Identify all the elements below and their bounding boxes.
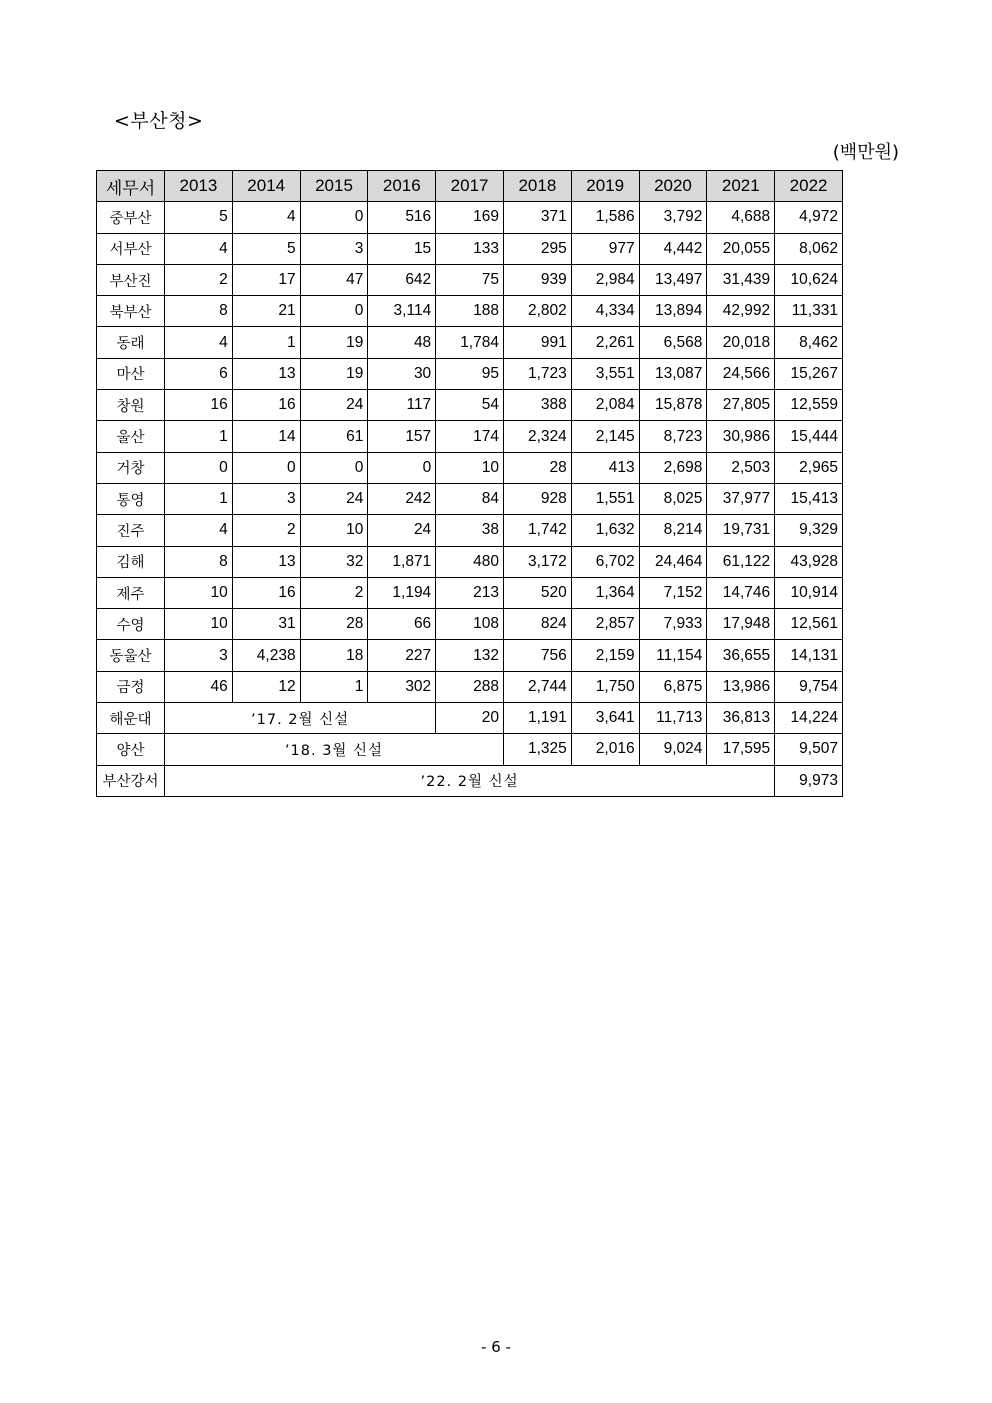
office-name: 동울산 (97, 640, 165, 671)
table-cell: 2,698 (639, 452, 707, 483)
office-name: 마산 (97, 358, 165, 389)
office-name: 제주 (97, 577, 165, 608)
table-row (97, 452, 843, 483)
table-cell: 4,238 (232, 640, 300, 671)
table-cell: 3 (232, 483, 300, 514)
table-row (97, 233, 843, 264)
table-cell: 14,224 (775, 703, 843, 734)
office-name: 서부산 (97, 233, 165, 264)
table-cell: 1,784 (436, 327, 504, 358)
table-cell: 13,986 (707, 671, 775, 702)
office-name: 중부산 (97, 202, 165, 233)
table-cell: 30,986 (707, 421, 775, 452)
table-cell: 1 (165, 421, 233, 452)
table-cell: 7,152 (639, 577, 707, 608)
table-cell: 43,928 (775, 546, 843, 577)
table-cell: 2,324 (503, 421, 571, 452)
table-cell: 14,131 (775, 640, 843, 671)
table-cell: 295 (503, 233, 571, 264)
table-cell: 12,559 (775, 390, 843, 421)
section-title: <부산청> (114, 110, 204, 132)
table-cell: 1,325 (503, 734, 571, 765)
table-cell: 17 (232, 264, 300, 295)
office-name: 양산 (97, 734, 165, 765)
table-cell: 37,977 (707, 483, 775, 514)
table-cell: 14,746 (707, 577, 775, 608)
column-header: 2015 (300, 171, 368, 202)
table-cell: 15 (368, 233, 436, 264)
table-cell: 2,145 (571, 421, 639, 452)
table-cell: 95 (436, 358, 504, 389)
column-header: 2013 (165, 171, 233, 202)
table-cell: 36,813 (707, 703, 775, 734)
table-cell: 1 (165, 483, 233, 514)
table-cell: 5 (232, 233, 300, 264)
table-cell: 9,024 (639, 734, 707, 765)
table-cell: 15,267 (775, 358, 843, 389)
table-row (97, 390, 843, 421)
table-cell: 4,334 (571, 296, 639, 327)
column-header: 2020 (639, 171, 707, 202)
table-cell: 0 (368, 452, 436, 483)
table-cell: 66 (368, 609, 436, 640)
table-cell: 12 (232, 671, 300, 702)
table-cell: 6,568 (639, 327, 707, 358)
table-cell: 10 (165, 609, 233, 640)
table-cell: 15,878 (639, 390, 707, 421)
table-row (97, 671, 843, 702)
table-cell: 13,894 (639, 296, 707, 327)
table-cell: 174 (436, 421, 504, 452)
established-note: ’17. 2월 신설 (165, 703, 436, 734)
table-row (97, 421, 843, 452)
table-cell: 0 (165, 452, 233, 483)
table-cell: 516 (368, 202, 436, 233)
table-cell: 8 (165, 546, 233, 577)
table-cell: 6,875 (639, 671, 707, 702)
table-cell: 2,503 (707, 452, 775, 483)
office-name: 진주 (97, 515, 165, 546)
table-cell: 31 (232, 609, 300, 640)
table-cell: 188 (436, 296, 504, 327)
table-cell: 824 (503, 609, 571, 640)
table-cell: 2,159 (571, 640, 639, 671)
table-cell: 7,933 (639, 609, 707, 640)
table-row (97, 640, 843, 671)
table-cell: 24 (368, 515, 436, 546)
table-cell: 13,497 (639, 264, 707, 295)
table-cell: 480 (436, 546, 504, 577)
table-cell: 9,973 (775, 765, 843, 796)
table-body (97, 202, 843, 797)
table-cell: 61,122 (707, 546, 775, 577)
table-cell: 169 (436, 202, 504, 233)
table-row (97, 483, 843, 514)
column-header: 2018 (503, 171, 571, 202)
table-cell: 32 (300, 546, 368, 577)
table-row-yangsan (97, 734, 843, 765)
table-cell: 2,965 (775, 452, 843, 483)
table-cell: 227 (368, 640, 436, 671)
table-cell: 16 (165, 390, 233, 421)
table-row-busangangseo (97, 765, 843, 796)
table-cell: 11,713 (639, 703, 707, 734)
office-name: 해운대 (97, 703, 165, 734)
table-cell: 4,688 (707, 202, 775, 233)
table-cell: 24,566 (707, 358, 775, 389)
table-cell: 14 (232, 421, 300, 452)
table-cell: 1,723 (503, 358, 571, 389)
table-cell: 18 (300, 640, 368, 671)
table-cell: 133 (436, 233, 504, 264)
table-cell: 42,992 (707, 296, 775, 327)
table-cell: 10 (165, 577, 233, 608)
table-cell: 36,655 (707, 640, 775, 671)
office-name: 통영 (97, 483, 165, 514)
table-cell: 38 (436, 515, 504, 546)
office-name: 부산강서 (97, 765, 165, 796)
table-cell: 31,439 (707, 264, 775, 295)
table-cell: 2,857 (571, 609, 639, 640)
table-cell: 413 (571, 452, 639, 483)
table-cell: 16 (232, 577, 300, 608)
table-header-row (97, 171, 843, 202)
table-cell: 13 (232, 546, 300, 577)
office-name: 창원 (97, 390, 165, 421)
office-name: 금정 (97, 671, 165, 702)
table-cell: 8,462 (775, 327, 843, 358)
table-cell: 16 (232, 390, 300, 421)
column-header: 2017 (436, 171, 504, 202)
table-row (97, 327, 843, 358)
table-cell: 8,214 (639, 515, 707, 546)
office-name: 부산진 (97, 264, 165, 295)
table-cell: 117 (368, 390, 436, 421)
table-cell: 302 (368, 671, 436, 702)
table-cell: 9,507 (775, 734, 843, 765)
table-cell: 1 (232, 327, 300, 358)
table-cell: 4 (165, 515, 233, 546)
table-cell: 0 (300, 452, 368, 483)
table-cell: 0 (300, 296, 368, 327)
table-cell: 5 (165, 202, 233, 233)
table-cell: 1,742 (503, 515, 571, 546)
table-cell: 2,084 (571, 390, 639, 421)
table-cell: 75 (436, 264, 504, 295)
table-cell: 2,984 (571, 264, 639, 295)
table-cell: 46 (165, 671, 233, 702)
table-cell: 10,624 (775, 264, 843, 295)
table-cell: 28 (503, 452, 571, 483)
table-cell: 10 (436, 452, 504, 483)
table-cell: 2 (232, 515, 300, 546)
table-cell: 939 (503, 264, 571, 295)
table-cell: 13,087 (639, 358, 707, 389)
table-cell: 9,754 (775, 671, 843, 702)
table-cell: 3,641 (571, 703, 639, 734)
table-cell: 928 (503, 483, 571, 514)
page-number: - 6 - (481, 1338, 511, 1356)
table-cell: 12,561 (775, 609, 843, 640)
table-cell: 11,331 (775, 296, 843, 327)
table-cell: 17,948 (707, 609, 775, 640)
table-cell: 977 (571, 233, 639, 264)
column-header: 2016 (368, 171, 436, 202)
unit-label: (백만원) (832, 142, 899, 163)
table-cell: 2,261 (571, 327, 639, 358)
table-cell: 3 (165, 640, 233, 671)
table-cell: 24 (300, 483, 368, 514)
table-cell: 520 (503, 577, 571, 608)
table-cell: 1,871 (368, 546, 436, 577)
table-cell: 2,802 (503, 296, 571, 327)
table-cell: 20,018 (707, 327, 775, 358)
tax-office-table (96, 170, 843, 797)
table-row-haeundae (97, 703, 843, 734)
table-cell: 48 (368, 327, 436, 358)
table-cell: 30 (368, 358, 436, 389)
table-cell: 108 (436, 609, 504, 640)
office-name: 거창 (97, 452, 165, 483)
table-cell: 3,114 (368, 296, 436, 327)
column-header: 2019 (571, 171, 639, 202)
table-row (97, 202, 843, 233)
table-cell: 4,972 (775, 202, 843, 233)
table-cell: 3,792 (639, 202, 707, 233)
table-cell: 19 (300, 327, 368, 358)
column-header: 세무서 (97, 171, 165, 202)
table-cell: 84 (436, 483, 504, 514)
established-note: ’18. 3월 신설 (165, 734, 504, 765)
table-cell: 213 (436, 577, 504, 608)
office-name: 북부산 (97, 296, 165, 327)
table-cell: 132 (436, 640, 504, 671)
table-cell: 19 (300, 358, 368, 389)
table-cell: 10,914 (775, 577, 843, 608)
table-cell: 157 (368, 421, 436, 452)
table-cell: 1,750 (571, 671, 639, 702)
table-cell: 17,595 (707, 734, 775, 765)
table-cell: 15,444 (775, 421, 843, 452)
table-cell: 388 (503, 390, 571, 421)
table-cell: 54 (436, 390, 504, 421)
table-cell: 2 (300, 577, 368, 608)
table-cell: 242 (368, 483, 436, 514)
table-cell: 2 (165, 264, 233, 295)
table-cell: 1,364 (571, 577, 639, 608)
table-row (97, 515, 843, 546)
table-cell: 61 (300, 421, 368, 452)
table-cell: 9,329 (775, 515, 843, 546)
table-cell: 1,632 (571, 515, 639, 546)
table-row (97, 546, 843, 577)
table-cell: 3,551 (571, 358, 639, 389)
table-cell: 4,442 (639, 233, 707, 264)
table-cell: 0 (300, 202, 368, 233)
table-row (97, 264, 843, 295)
table-cell: 6 (165, 358, 233, 389)
table-cell: 8,062 (775, 233, 843, 264)
table-cell: 27,805 (707, 390, 775, 421)
table-cell: 4 (165, 233, 233, 264)
table-cell: 28 (300, 609, 368, 640)
table-row (97, 358, 843, 389)
table-cell: 4 (165, 327, 233, 358)
established-note: ’22. 2월 신설 (165, 765, 775, 796)
table-cell: 756 (503, 640, 571, 671)
table-cell: 19,731 (707, 515, 775, 546)
table-cell: 8 (165, 296, 233, 327)
column-header: 2022 (775, 171, 843, 202)
table-cell: 991 (503, 327, 571, 358)
table-cell: 1,191 (503, 703, 571, 734)
table-cell: 1,551 (571, 483, 639, 514)
table-cell: 24 (300, 390, 368, 421)
table-cell: 15,413 (775, 483, 843, 514)
table-cell: 2,744 (503, 671, 571, 702)
table-row (97, 609, 843, 640)
table-row (97, 296, 843, 327)
table-cell: 10 (300, 515, 368, 546)
table-cell: 20,055 (707, 233, 775, 264)
table-cell: 1,586 (571, 202, 639, 233)
office-name: 수영 (97, 609, 165, 640)
table-cell: 13 (232, 358, 300, 389)
table-cell: 47 (300, 264, 368, 295)
table-cell: 8,025 (639, 483, 707, 514)
table-cell: 0 (232, 452, 300, 483)
office-name: 동래 (97, 327, 165, 358)
table-cell: 288 (436, 671, 504, 702)
table-cell: 11,154 (639, 640, 707, 671)
table-cell: 21 (232, 296, 300, 327)
table-cell: 371 (503, 202, 571, 233)
table-cell: 1 (300, 671, 368, 702)
column-header: 2021 (707, 171, 775, 202)
table-cell: 24,464 (639, 546, 707, 577)
table-cell: 1,194 (368, 577, 436, 608)
table-cell: 642 (368, 264, 436, 295)
table-cell: 8,723 (639, 421, 707, 452)
office-name: 김해 (97, 546, 165, 577)
table-row (97, 577, 843, 608)
table-cell: 4 (232, 202, 300, 233)
table-cell: 3,172 (503, 546, 571, 577)
table-cell: 20 (436, 703, 504, 734)
table-cell: 2,016 (571, 734, 639, 765)
office-name: 울산 (97, 421, 165, 452)
table-cell: 6,702 (571, 546, 639, 577)
column-header: 2014 (232, 171, 300, 202)
table-cell: 3 (300, 233, 368, 264)
